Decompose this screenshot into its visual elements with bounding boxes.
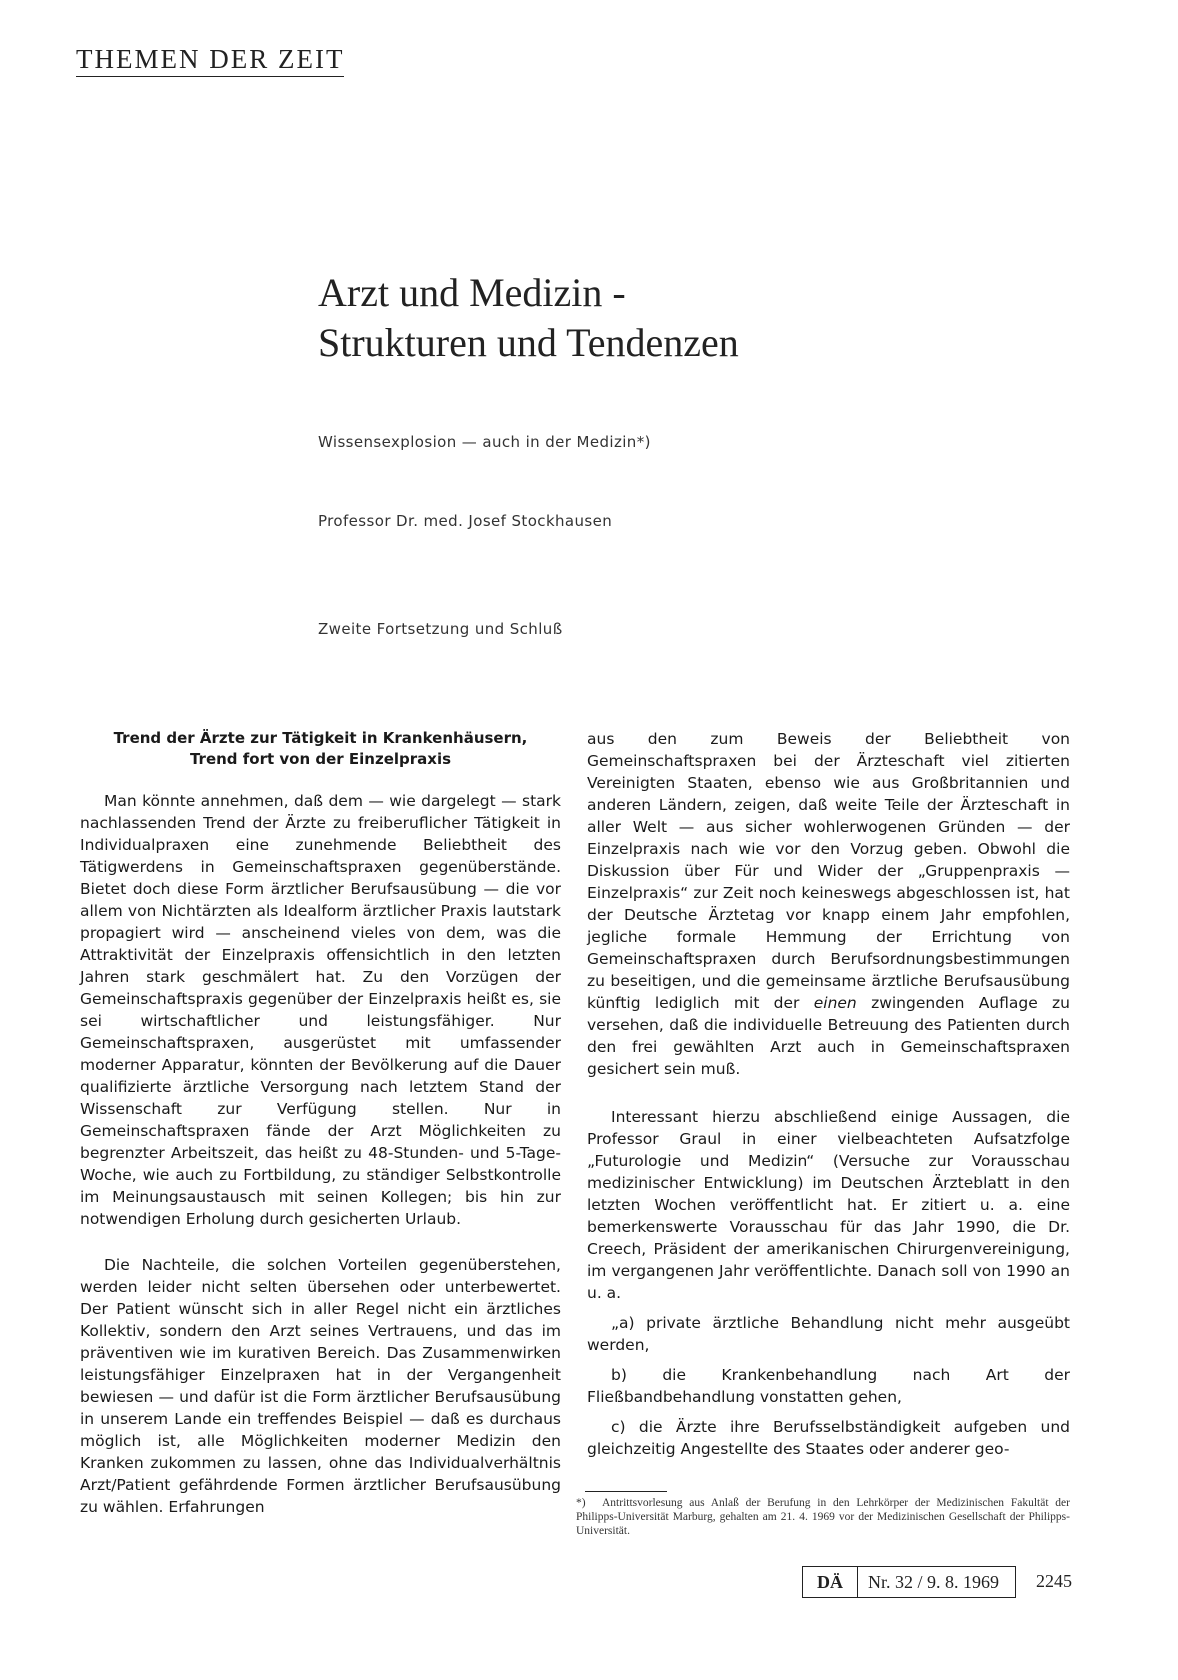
subsection-heading-line-1: Trend der Ärzte zur Tätigkeit in Krankenhäusern,	[113, 729, 528, 747]
list-item-b: b) die Krankenbehandlung nach Art der Fließbandbehandlung vonstatten gehen,	[587, 1366, 1070, 1406]
right-column	[587, 728, 1070, 1460]
subsection-heading	[80, 728, 561, 770]
title-line-1: Arzt und Medizin -	[318, 270, 626, 315]
section-heading: THEMEN DER ZEIT	[76, 44, 344, 77]
list-item-a: „a) private ärztliche Behandlung nicht mehr ausgeübt werden,	[587, 1314, 1070, 1354]
journal-logo: DÄ	[803, 1567, 858, 1597]
article-author: Professor Dr. med. Josef Stockhausen	[318, 512, 613, 530]
list-item-c: c) die Ärzte ihre Berufsselbständigkeit aufgeben und gleichzeitig Angestellte des Staates oder anderer geo-	[587, 1418, 1070, 1458]
continuation-note: Zweite Fortsetzung und Schluß	[318, 620, 563, 638]
footnote-text: Antrittsvorlesung aus Anlaß der Berufung in den Lehrkörper der Medizinischen Fakultät der Philipps-Universität Marburg, gehalten am 21. 4. 1969 vor der Medizinischen Gesellschaft der Philipps-Universität.	[576, 1497, 1070, 1537]
right-paragraph-1-a: aus den zum Beweis der Beliebtheit von Gemeinschaftspraxen bei der Ärzteschaft viel zitierten Vereinigten Staaten, ebenso wie aus Großbritannien und anderen Ländern, zeigen, daß weite Teile der Ärzteschaft in aller Welt — aus sicher wohlerwogenen Gründen — der Einzelpraxis nach wie vor den Vorzug geben. Obwohl die Diskussion über Für und Wider der „Gruppenpraxis — Einzelpraxis“ zur Zeit noch keineswegs abgeschlossen ist, hat der Deutsche Ärztetag vor knapp einem Jahr empfohlen, jegliche formale Hemmung der Errichtung von Gemeinschaftspraxen durch Berufsordnungsbestimmungen zu beseitigen, und die gemeinsame ärztliche Berufsausübung künftig lediglich mit der	[587, 730, 1070, 1012]
footnote-rule	[585, 1491, 667, 1492]
article-subtitle: Wissensexplosion — auch in der Medizin*)	[318, 433, 651, 451]
right-paragraph-1	[587, 728, 1070, 1080]
emphasis-einen: einen	[813, 994, 857, 1012]
subsection-heading-line-2: Trend fort von der Einzelpraxis	[189, 750, 452, 768]
article-title	[318, 268, 739, 368]
left-paragraph-1: Man könnte annehmen, daß dem — wie dargelegt — stark nachlassenden Trend der Ärzte zu freiberuflicher Tätigkeit in Individualpraxen eine zunehmende Beliebtheit des Tätigwerdens in Gemeinschaftspraxen gegenüberstände. Bietet doch diese Form ärztlicher Berufsausübung — die vor allem von Nichtärzten als Idealform ärztlicher Praxis lautstark propagiert wird — anscheinend vieles von dem, was die Attraktivität der Einzelpraxis offensichtlich in den letzten Jahren stark geschmälert hat. Zu den Vorzügen der Gemeinschaftspraxis gegenüber der Einzelpraxis heißt es, sie sei wirtschaftlicher und leistungsfähiger. Nur Gemeinschaftspraxen, ausgerüstet mit umfassender moderner Apparatur, könnten der Bevölkerung auf die Dauer qualifizierte ärztliche Versorgung nach letztem Stand der Wissenschaft zur Verfügung stellen. Nur in Gemeinschaftspraxen fände der Arzt Möglichkeiten zu begrenzter Arbeitszeit, das heißt zu 48-Stunden- und 5-Tage-Woche, wie auch zu Fortbildung, zu ständiger Selbstkontrolle im Meinungsaustausch mit seinen Kollegen; bis hin zur notwendigen Erholung durch gesicherten Urlaub.	[80, 792, 561, 1228]
page-number: 2245	[1036, 1571, 1072, 1591]
left-paragraph-2: Die Nachteile, die solchen Vorteilen gegenüberstehen, werden leider nicht selten übersehen oder unterbewertet. Der Patient wünscht sich in aller Regel nicht ein ärztliches Kollektiv, sondern den Arzt seines Vertrauens, und das im präventiven wie im kurativen Bereich. Das Zusammenwirken leistungsfähiger Einzelpraxen hat in der Vergangenheit bewiesen — und dafür ist die Form ärztlicher Berufsausübung in unserem Lande ein treffendes Beispiel — daß es durchaus möglich ist, alle Möglichkeiten moderner Medizin den Kranken zukommen zu lassen, ohne das Individualverhältnis Arzt/Patient gefährdende Formen ärztlicher Berufsausübung zu wählen. Erfahrungen	[80, 1256, 561, 1516]
issue-number: Nr. 32 / 9. 8. 1969	[868, 1571, 1000, 1592]
issue-box	[802, 1566, 1016, 1598]
title-line-2: Strukturen und Tendenzen	[318, 320, 739, 365]
footnote-mark: *)	[576, 1497, 586, 1509]
right-paragraph-1-b: zwingenden Auflage zu versehen, daß die individuelle Betreuung des Patienten durch den frei gewählten Arzt auch in Gemeinschaftspraxen gesichert sein muß.	[587, 994, 1070, 1078]
left-column	[80, 728, 561, 1518]
footnote	[576, 1496, 1070, 1538]
right-paragraph-2: Interessant hierzu abschließend einige Aussagen, die Professor Graul in einer vielbeachteten Aufsatzfolge „Futurologie und Medizin“ (Versuche zur Vorausschau medizinischer Entwicklung) im Deutschen Ärzteblatt in den letzten Wochen veröffentlicht hat. Er zitiert u. a. eine bemerkenswerte Vorausschau für das Jahr 1990, die Dr. Creech, Präsident der amerikanischen Chirurgenvereinigung, im vergangenen Jahr veröffentlichte. Danach soll von 1990 an u. a.	[587, 1108, 1070, 1302]
